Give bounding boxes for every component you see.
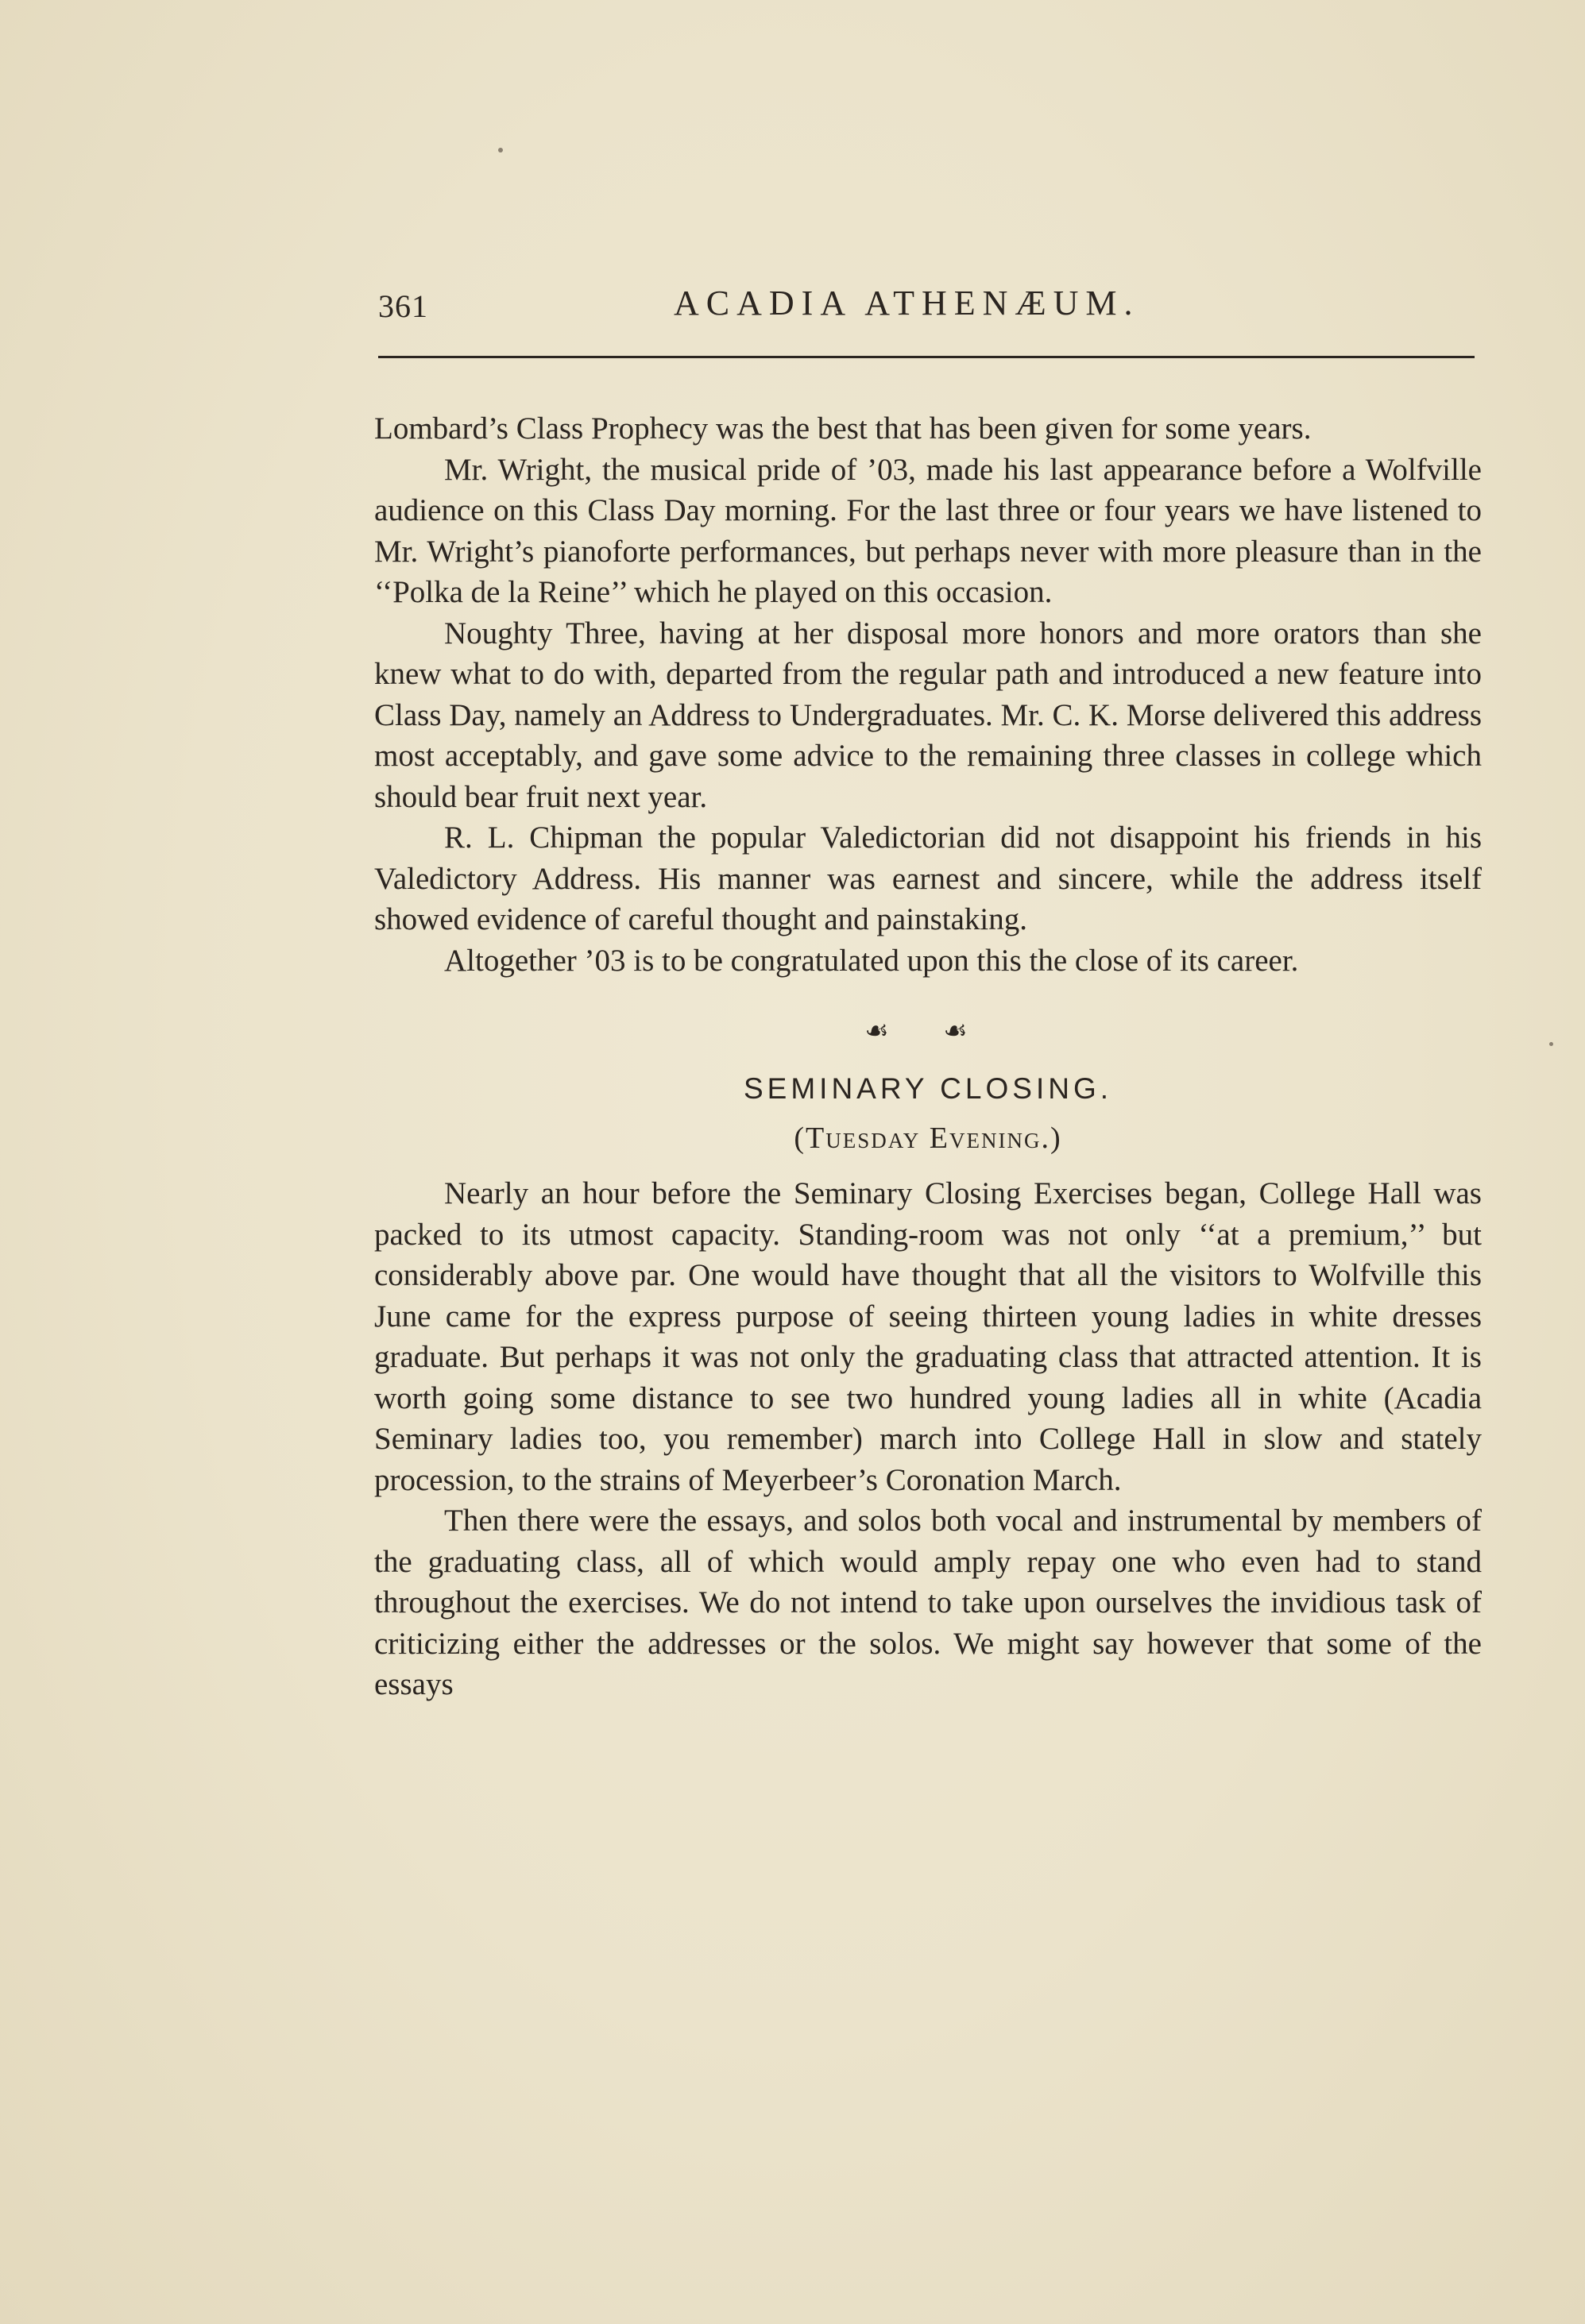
paper-speck bbox=[498, 148, 503, 152]
section-ornament: ☙ ☙ bbox=[864, 1017, 992, 1046]
paragraph: Mr. Wright, the musical pride of ’03, made his last appearance before a Wolfville audience on this Class Day morning. For the last three or four years we have listened to Mr. Wright’s pianoforte performances, but perhaps never with more pleasure than in the ‘‘Polka de la Reine’’ which he played on this occasion. bbox=[374, 452, 1482, 609]
section-subtitle: (Tuesday Evening.) bbox=[794, 1121, 1062, 1155]
paragraph: Then there were the essays, and solos both vocal and instrumental by members of the graduating class, all of which would amply repay one who even had to stand throughout the exercises. We do not intend to take upon ourselves the invidious task of criticizing either the addresses or the solos. We might say however that some of the essays bbox=[374, 1504, 1482, 1701]
paragraph: Noughty Three, having at her disposal more honors and more orators than she knew what to do with, departed from the regular path and introduced a new feature into Class Day, namely an Address to Undergraduates. Mr. C. K. Morse delivered this address most acceptably, and gave some advice to the remaining three classes in college which should bear fruit next year. bbox=[374, 616, 1482, 814]
paper-speck bbox=[1549, 1042, 1553, 1046]
page-number: 361 bbox=[378, 288, 428, 324]
paragraph: Nearly an hour before the Seminary Closing Exercises began, College Hall was packed to its utmost capacity. Standing-room was not only ‘‘at a premium,’’ but considerably above par. One would have thought that all the visitors to Wolfville this June came for the express purpose of seeing thirteen young ladies in white dresses graduate. But perhaps it was not only the graduating class that attracted attention. It is worth going some distance to see two hundred young ladies all in white (Acadia Seminary ladies too, you remember) march into College Hall in slow and stately procession, to the strains of Meyerbeer’s Coronation March. bbox=[374, 1176, 1482, 1497]
running-title: ACADIA ATHENÆUM. bbox=[674, 284, 1140, 322]
paragraph: Altogether ’03 is to be congratulated upon this the close of its career. bbox=[444, 943, 1299, 978]
page-header bbox=[378, 283, 1475, 338]
section-title: SEMINARY CLOSING. bbox=[743, 1072, 1112, 1105]
paragraph: Lombard’s Class Prophecy was the best that has been given for some years. bbox=[374, 411, 1312, 446]
header-rule bbox=[378, 356, 1475, 358]
body-text bbox=[374, 408, 1482, 1705]
paragraph: R. L. Chipman the popular Valedictorian did not disappoint his friends in his Valedictory Address. His manner was earnest and sincere, while the address itself showed evidence of careful thought and painstaking. bbox=[374, 820, 1482, 936]
